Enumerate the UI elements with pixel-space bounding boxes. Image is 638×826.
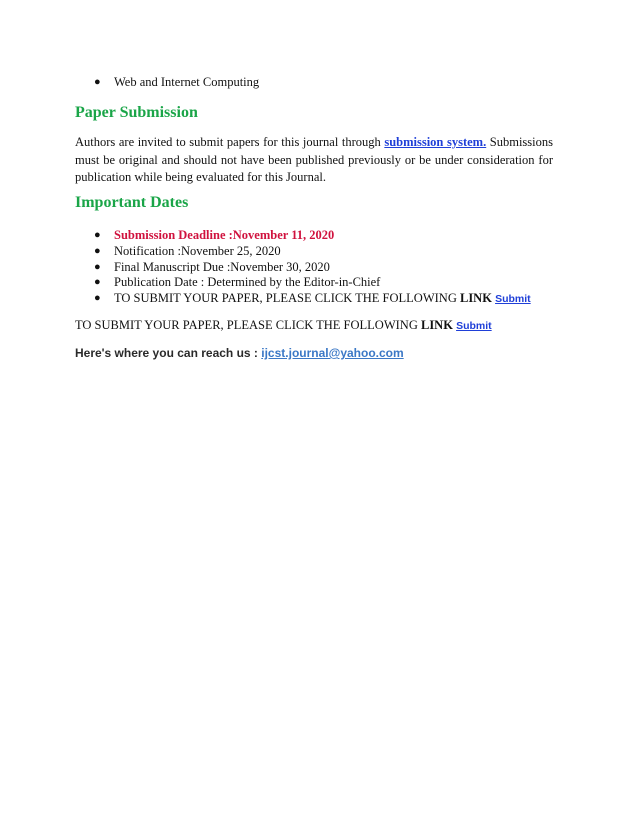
submit-instruction-line <box>75 318 492 333</box>
contact-line <box>75 346 404 360</box>
paragraph-text-start: Authors are invited to submit papers for this journal through <box>75 135 385 149</box>
paper-submission-heading: Paper Submission <box>75 104 198 121</box>
topic-label: Web and Internet Computing <box>114 75 260 89</box>
bullet-icon: ● <box>94 292 101 305</box>
bullet-icon: ● <box>94 276 101 289</box>
list-item-final-manuscript <box>94 259 531 276</box>
submit-line-text: TO SUBMIT YOUR PAPER, PLEASE CLICK THE FOLLOWING <box>75 318 421 332</box>
submit-instruction-text: TO SUBMIT YOUR PAPER, PLEASE CLICK THE FOLLOWING <box>114 291 460 306</box>
list-item-notification <box>94 243 531 260</box>
submit-link-secondary[interactable]: Submit <box>456 320 492 332</box>
bullet-icon: ● <box>94 76 101 88</box>
paragraph-text-end: Submissions must be original and should not have been published previously or be under consideration for publication while being evaluated for this Journal. <box>75 135 553 184</box>
submit-link[interactable]: Submit <box>495 293 531 306</box>
contact-label: Here's where you can reach us : <box>75 346 262 360</box>
notification-text: Notification :November 25, 2020 <box>114 243 281 258</box>
publication-date-text: Publication Date : Determined by the Editor-in-Chief <box>114 275 381 290</box>
bullet-icon: ● <box>94 260 101 273</box>
topics-list <box>94 74 260 90</box>
submission-system-link[interactable]: submission system. <box>384 135 487 149</box>
paper-submission-paragraph <box>75 134 553 187</box>
list-item-publication-date <box>94 275 531 291</box>
contact-email-link[interactable]: ijcst.journal@yahoo.com <box>261 346 404 360</box>
important-dates-list <box>94 228 531 308</box>
bullet-icon: ● <box>94 244 101 257</box>
link-word: LINK <box>420 318 453 332</box>
link-word: LINK <box>459 291 492 306</box>
important-dates-heading: Important Dates <box>75 194 189 211</box>
bullet-icon: ● <box>94 229 101 241</box>
list-item-submit <box>94 291 531 308</box>
list-item-deadline <box>94 228 531 244</box>
deadline-text: Submission Deadline :November 11, 2020 <box>114 228 335 242</box>
list-item <box>94 74 260 90</box>
final-manuscript-text: Final Manuscript Due :November 30, 2020 <box>114 259 330 274</box>
